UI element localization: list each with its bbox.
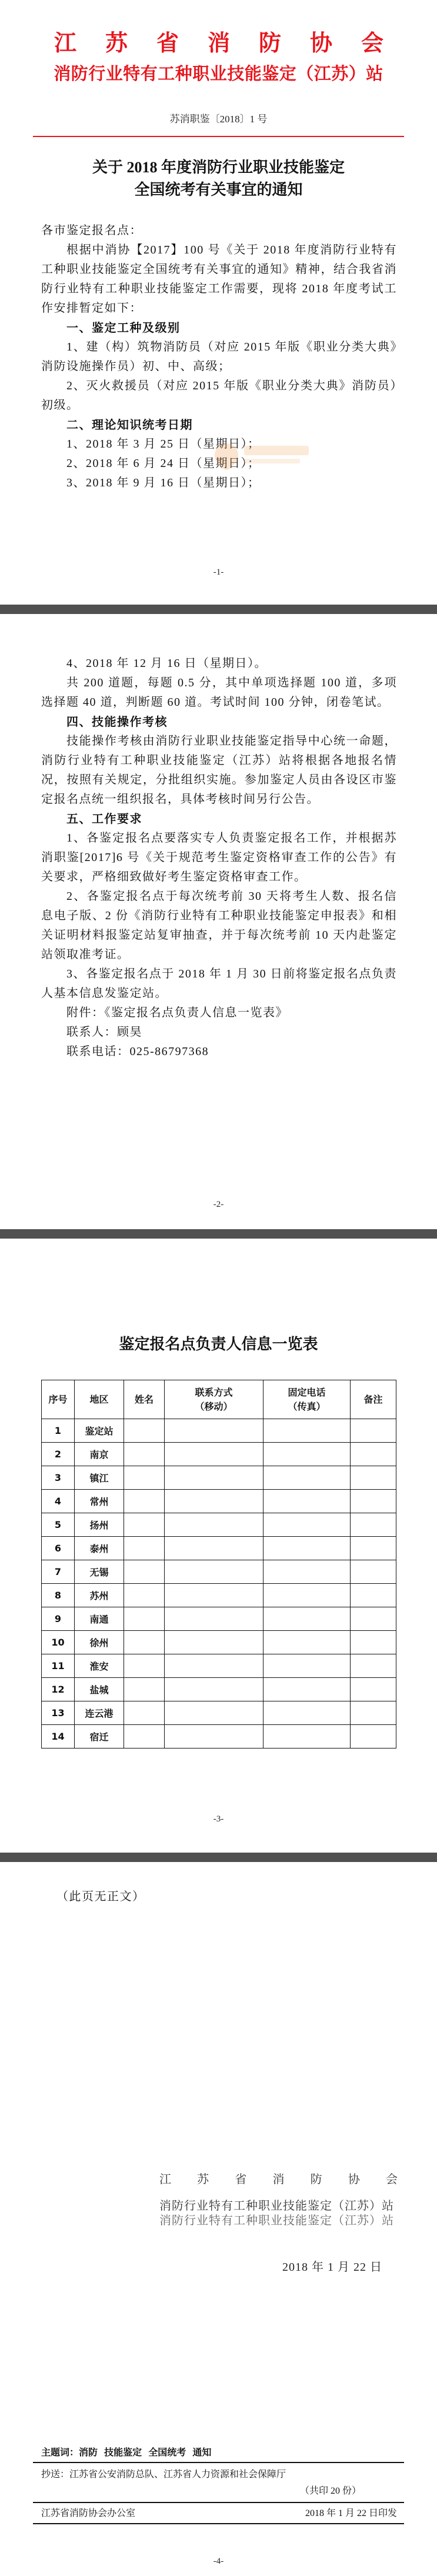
col-header-region [75, 1380, 124, 1419]
cell-no: 9 [42, 1607, 75, 1631]
table-row [42, 1607, 396, 1631]
col-header-remark [351, 1380, 396, 1419]
exam-format-paragraph: 共 200 道题，每题 0.5 分，其中单项选择题 100 道，多项选择题 40 道，判断题 60 道。考试时间 100 分钟，闭卷笔试。 [41, 676, 397, 709]
title-line-1: 关于 2018 年度消防行业职业技能鉴定 [92, 159, 345, 176]
cell-mobile [165, 1725, 263, 1749]
cell-remark [351, 1654, 396, 1678]
cell-mobile [165, 1513, 263, 1537]
requirement-item: 2、各鉴定报名点于每次统考前 30 天将考生人数、报名信息电子版、2 份《消防行业特有工种职业技能鉴定申报表》和相关证明材料报鉴定站复审抽查，并于每次统考前 10 天内赴鉴定站领取准考证。 [41, 890, 397, 961]
cell-landline [263, 1607, 351, 1631]
document-number: 苏消职鉴〔2018〕1 号 [169, 114, 268, 125]
requirement-item: 3、各鉴定报名点于 2018 年 1 月 30 日前将鉴定报名点负责人基本信息发鉴定站。 [41, 967, 397, 1000]
page-3 [0, 1239, 437, 1853]
salutation: 各市鉴定报名点： [41, 224, 142, 237]
keywords-line: 主题词：消防 技能鉴定 全国统考 通知 [41, 2447, 212, 2458]
cell-name [124, 1513, 165, 1537]
cell-no: 5 [42, 1513, 75, 1537]
cell-landline [263, 1513, 351, 1537]
footer-rule [33, 2462, 404, 2463]
cell-no: 2 [42, 1443, 75, 1466]
copies-count: （共印 20 份） [299, 2486, 361, 2496]
table-row [42, 1725, 396, 1749]
body-page-2 [41, 654, 397, 1062]
cell-name [124, 1466, 165, 1490]
cell-region: 淮安 [75, 1654, 124, 1678]
cell-name [124, 1725, 165, 1749]
cell-name [124, 1560, 165, 1584]
col-header-label: 地区 [89, 1393, 109, 1405]
col-header-name [124, 1380, 165, 1419]
contact-person: 联系人：顾昊 [66, 1026, 142, 1039]
cell-region: 扬州 [75, 1513, 124, 1537]
section-1-item: 2、灭火救援员（对应 2015 年版《职业分类大典》消防员）初级。 [41, 379, 397, 412]
cell-mobile [165, 1654, 263, 1678]
title-line-2: 全国统考有关事宜的通知 [134, 181, 303, 198]
cell-region: 常州 [75, 1490, 124, 1513]
cell-mobile [165, 1419, 263, 1443]
cell-remark [351, 1513, 396, 1537]
col-header-sublabel: （传真） [288, 1400, 326, 1412]
section-1-item: 1、建（构）筑物消防员（对应 2015 年版《职业分类大典》消防设施操作员）初、中、高级； [41, 341, 397, 373]
cell-no: 6 [42, 1537, 75, 1560]
table-title: 鉴定报名点负责人信息一览表 [119, 1336, 318, 1353]
cell-region: 徐州 [75, 1631, 124, 1654]
table-row [42, 1419, 396, 1443]
cell-landline [263, 1560, 351, 1584]
exam-date-item: 4、2018 年 12 月 16 日（星期日）。 [66, 657, 267, 670]
cell-no: 3 [42, 1466, 75, 1490]
cell-remark [351, 1725, 396, 1749]
cell-region: 宿迁 [75, 1725, 124, 1749]
exam-date-item: 3、2018 年 9 月 16 日（星期日）； [66, 476, 261, 489]
cell-region: 盐城 [75, 1678, 124, 1701]
page-2 [0, 614, 437, 1229]
col-header-label: 备注 [363, 1393, 383, 1405]
table-row [42, 1654, 396, 1678]
cell-landline [263, 1701, 351, 1725]
cell-remark [351, 1443, 396, 1466]
table-row [42, 1701, 396, 1725]
cell-no: 12 [42, 1678, 75, 1701]
cell-name [124, 1443, 165, 1466]
cell-landline [263, 1654, 351, 1678]
cell-landline [263, 1490, 351, 1513]
cell-region: 镇江 [75, 1466, 124, 1490]
cc-line: 抄送：江苏省公安消防总队、江苏省人力资源和社会保障厅 [41, 2470, 286, 2480]
table-row [42, 1513, 396, 1537]
cell-no: 4 [42, 1490, 75, 1513]
cell-mobile [165, 1466, 263, 1490]
cell-remark [351, 1466, 396, 1490]
issuer: 江苏省消防协会办公室 [41, 2508, 136, 2518]
responsible-person-table [41, 1380, 396, 1749]
watermark-logo [215, 440, 312, 472]
header-red-rule [33, 136, 404, 137]
cell-landline [263, 1725, 351, 1749]
cell-no: 8 [42, 1584, 75, 1607]
cell-no: 13 [42, 1701, 75, 1725]
cell-no: 14 [42, 1725, 75, 1749]
cell-name [124, 1654, 165, 1678]
watermark-mark [244, 446, 309, 455]
exam-date-item: 2、2018 年 6 月 24 日（星期日）； [66, 457, 261, 470]
cell-mobile [165, 1678, 263, 1701]
signature-station-name: 消防行业特有工种职业技能鉴定（江苏）站 [159, 2214, 394, 2227]
page-separator [0, 1229, 437, 1239]
cell-remark [351, 1607, 396, 1631]
page-number: -3- [213, 1814, 224, 1824]
cell-region: 泰州 [75, 1537, 124, 1560]
table-row [42, 1560, 396, 1584]
col-header-no [42, 1380, 75, 1419]
cell-landline [263, 1537, 351, 1560]
page-4 [0, 1862, 437, 2576]
table-header-row [42, 1380, 396, 1419]
col-header-label: 固定电话 [288, 1386, 326, 1398]
cell-remark [351, 1678, 396, 1701]
footer-rule [33, 2523, 404, 2524]
cell-no: 10 [42, 1631, 75, 1654]
col-header-sublabel: （移动） [195, 1400, 233, 1412]
cell-remark [351, 1419, 396, 1443]
document-title [0, 156, 437, 201]
issue-date: 2018 年 1 月 22 日印发 [305, 2508, 397, 2518]
cell-name [124, 1631, 165, 1654]
table-row [42, 1631, 396, 1654]
cell-landline [263, 1466, 351, 1490]
col-header-label: 联系方式 [195, 1386, 233, 1398]
cell-mobile [165, 1584, 263, 1607]
cell-region: 鉴定站 [75, 1419, 124, 1443]
cell-name [124, 1607, 165, 1631]
cell-mobile [165, 1701, 263, 1725]
cell-remark [351, 1584, 396, 1607]
cell-remark [351, 1537, 396, 1560]
cell-name [124, 1584, 165, 1607]
exam-date-item: 1、2018 年 3 月 25 日（星期日）； [66, 438, 261, 451]
cell-no: 1 [42, 1419, 75, 1443]
cell-landline [263, 1631, 351, 1654]
cell-name [124, 1537, 165, 1560]
cell-remark [351, 1560, 396, 1584]
page-number: -4- [213, 2557, 224, 2566]
cell-mobile [165, 1631, 263, 1654]
table-row [42, 1584, 396, 1607]
cell-name [124, 1678, 165, 1701]
cell-name [124, 1701, 165, 1725]
section-heading-1: 一、鉴定工种及级别 [66, 321, 181, 335]
header-station-name: 消防行业特有工种职业技能鉴定（江苏）站 [54, 65, 383, 84]
cell-landline [263, 1419, 351, 1443]
cell-name [124, 1490, 165, 1513]
cell-region: 无锡 [75, 1560, 124, 1584]
cell-region: 连云港 [75, 1701, 124, 1725]
cell-remark [351, 1631, 396, 1654]
cell-landline [263, 1584, 351, 1607]
signature-station-name: 消防行业特有工种职业技能鉴定（江苏）站 [159, 2200, 394, 2213]
attachment-line: 附件：《鉴定报名点负责人信息一览表》 [66, 1006, 288, 1019]
cell-mobile [165, 1560, 263, 1584]
cell-no: 7 [42, 1560, 75, 1584]
section-heading-4: 四、技能操作考核 [66, 715, 168, 729]
table-row [42, 1490, 396, 1513]
cell-landline [263, 1678, 351, 1701]
cell-mobile [165, 1607, 263, 1631]
table-row [42, 1466, 396, 1490]
page-1 [0, 0, 437, 605]
intro-paragraph: 根据中消协【2017】100 号《关于 2018 年度消防行业特有工种职业技能鉴定全国统考有关事宜的通知》精神，结合我省消防行业特有工种职业技能鉴定工作需要，现将 2018 年度考试工作安排暂定如下： [41, 243, 397, 315]
signature-org-name: 江 苏 省 消 防 协 会 [159, 2173, 398, 2186]
page-number: -1- [213, 568, 224, 577]
cell-name [124, 1419, 165, 1443]
cell-mobile [165, 1537, 263, 1560]
cell-mobile [165, 1443, 263, 1466]
header-org-name: 江 苏 省 消 防 协 会 [54, 31, 383, 56]
footer-rule [33, 2502, 404, 2503]
cell-region: 南京 [75, 1443, 124, 1466]
cell-remark [351, 1490, 396, 1513]
cell-region: 苏州 [75, 1584, 124, 1607]
col-header-landline [263, 1380, 351, 1419]
contact-phone: 联系电话：025-86797368 [66, 1045, 209, 1058]
col-header-label: 序号 [48, 1393, 68, 1405]
cell-mobile [165, 1490, 263, 1513]
cell-remark [351, 1701, 396, 1725]
signature-date: 2018 年 1 月 22 日 [282, 2261, 382, 2274]
cell-no: 11 [42, 1654, 75, 1678]
section-heading-2: 二、理论知识统考日期 [66, 418, 193, 432]
page-separator [0, 1853, 437, 1862]
col-header-label: 姓名 [134, 1393, 154, 1405]
table-row [42, 1678, 396, 1701]
requirement-item: 1、各鉴定报名点要落实专人负责鉴定报名工作，并根据苏消职鉴[2017]6 号《关于规范考生鉴定资格审查工作的公告》有关要求，严格细致做好考生鉴定资格审查工作。 [41, 832, 397, 883]
table-row [42, 1443, 396, 1466]
section-heading-5: 五、工作要求 [66, 812, 142, 826]
skill-exam-paragraph: 技能操作考核由消防行业职业技能鉴定指导中心统一命题，消防行业特有工种职业技能鉴定（江苏）站将根据各地报名情况，按照有关规定，分批组织实施。参加鉴定人员由各设区市鉴定报名点统一组织报名，具体考核时间另行公告。 [41, 735, 397, 806]
page-number: -2- [213, 1200, 224, 1209]
table-row [42, 1537, 396, 1560]
watermark-mark [244, 459, 300, 463]
cell-region: 南通 [75, 1607, 124, 1631]
page-separator [0, 605, 437, 614]
col-header-mobile [165, 1380, 263, 1419]
flame-icon [210, 439, 243, 472]
cell-landline [263, 1443, 351, 1466]
issue-row [41, 2507, 397, 2521]
blank-page-note: （此页无正文） [56, 1890, 145, 1903]
